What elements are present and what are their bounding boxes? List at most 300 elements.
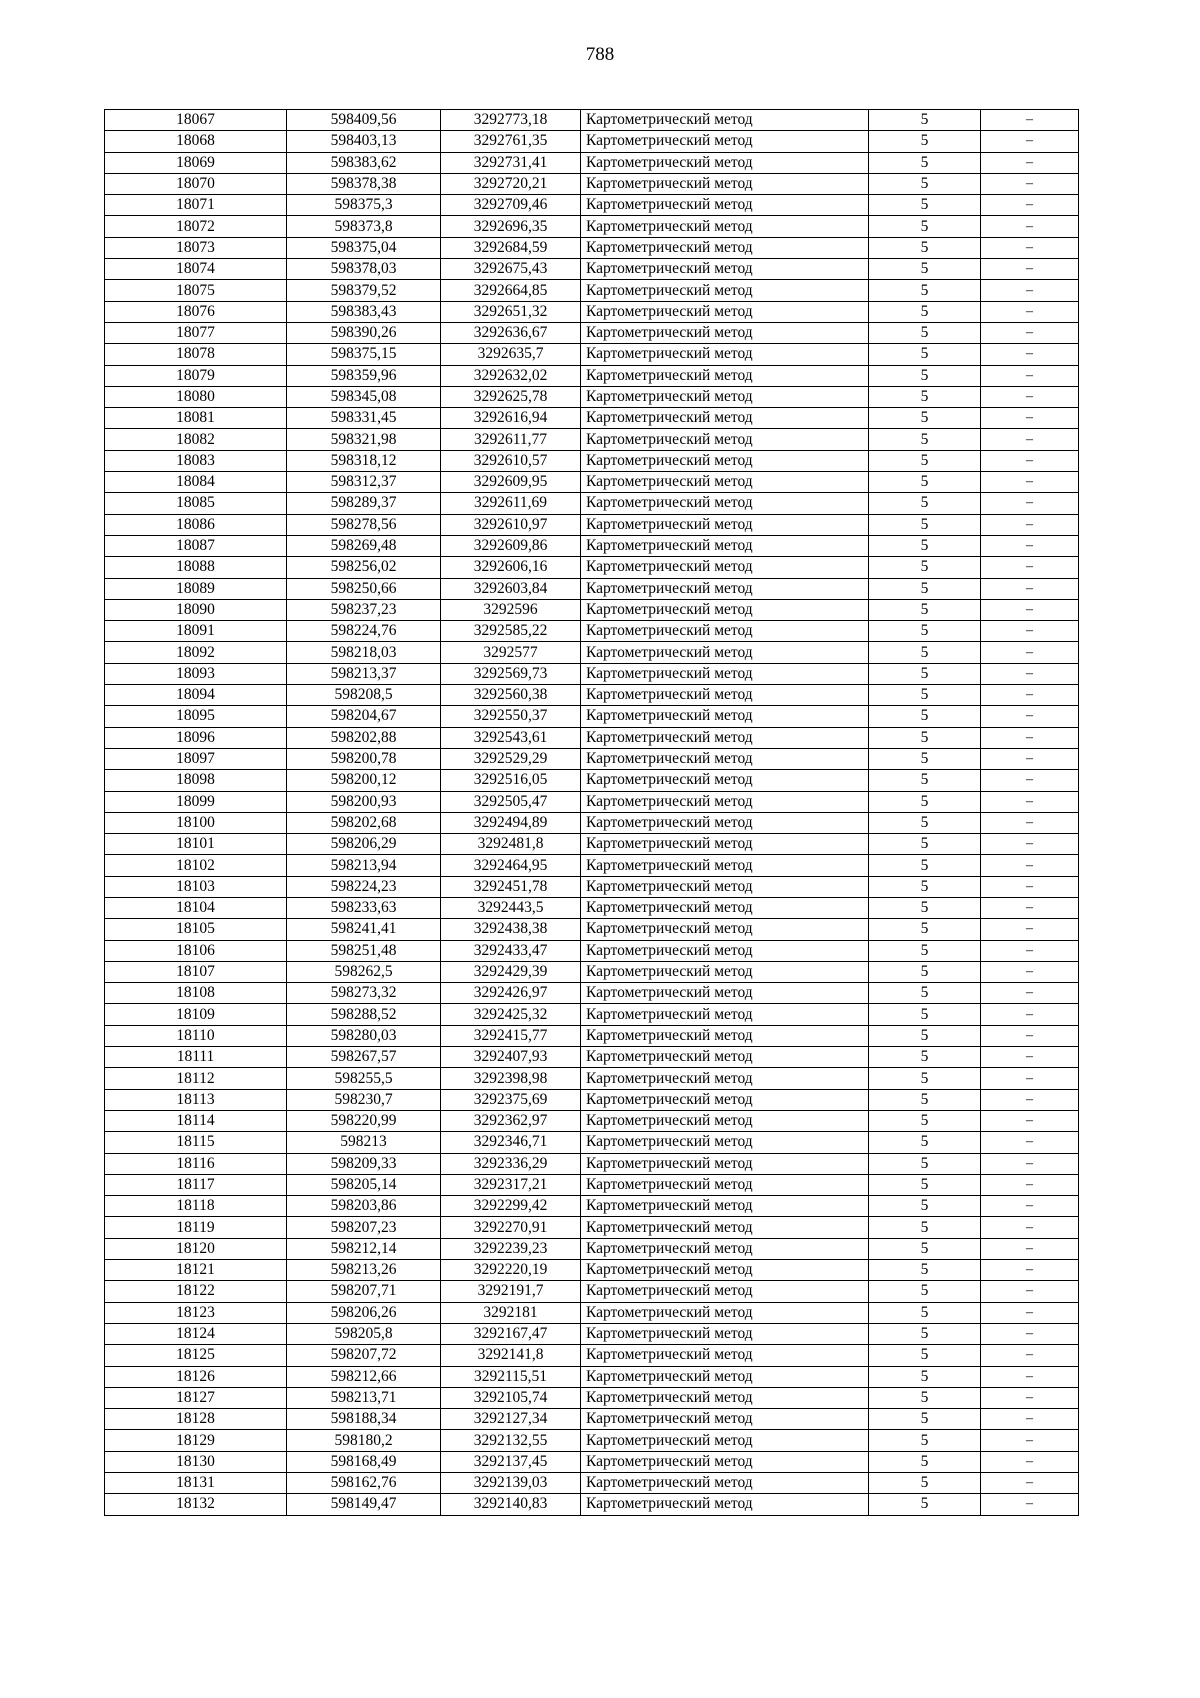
y-coordinate-cell: 3292105,74 (441, 1387, 581, 1408)
table-row (105, 280, 1079, 301)
description-cell: – (981, 940, 1079, 961)
table-row (105, 642, 1079, 663)
accuracy-cell: 5 (869, 1047, 981, 1068)
x-coordinate-cell: 598373,8 (287, 216, 441, 237)
table-row (105, 1004, 1079, 1025)
description-cell: – (981, 1430, 1079, 1451)
description-cell: – (981, 1153, 1079, 1174)
y-coordinate-cell: 3292543,61 (441, 727, 581, 748)
description-cell: – (981, 535, 1079, 556)
x-coordinate-cell: 598375,3 (287, 195, 441, 216)
y-coordinate-cell: 3292494,89 (441, 812, 581, 833)
point-number-cell: 18116 (105, 1153, 287, 1174)
x-coordinate-cell: 598403,13 (287, 131, 441, 152)
accuracy-cell: 5 (869, 1473, 981, 1494)
x-coordinate-cell: 598409,56 (287, 110, 441, 131)
method-cell: Картометрический метод (581, 1345, 869, 1366)
y-coordinate-cell: 3292415,77 (441, 1025, 581, 1046)
x-coordinate-cell: 598251,48 (287, 940, 441, 961)
accuracy-cell: 5 (869, 472, 981, 493)
method-cell: Картометрический метод (581, 812, 869, 833)
description-cell: – (981, 110, 1079, 131)
method-cell: Картометрический метод (581, 450, 869, 471)
description-cell: – (981, 642, 1079, 663)
y-coordinate-cell: 3292585,22 (441, 621, 581, 642)
x-coordinate-cell: 598207,72 (287, 1345, 441, 1366)
accuracy-cell: 5 (869, 1217, 981, 1238)
point-number-cell: 18099 (105, 791, 287, 812)
x-coordinate-cell: 598390,26 (287, 322, 441, 343)
x-coordinate-cell: 598241,41 (287, 919, 441, 940)
x-coordinate-cell: 598205,14 (287, 1174, 441, 1195)
description-cell: – (981, 578, 1079, 599)
accuracy-cell: 5 (869, 1153, 981, 1174)
table-row (105, 685, 1079, 706)
accuracy-cell: 5 (869, 621, 981, 642)
point-number-cell: 18127 (105, 1387, 287, 1408)
point-number-cell: 18090 (105, 599, 287, 620)
method-cell: Картометрический метод (581, 1004, 869, 1025)
accuracy-cell: 5 (869, 685, 981, 706)
point-number-cell: 18094 (105, 685, 287, 706)
table-row (105, 216, 1079, 237)
accuracy-cell: 5 (869, 1323, 981, 1344)
accuracy-cell: 5 (869, 812, 981, 833)
x-coordinate-cell: 598383,43 (287, 301, 441, 322)
method-cell: Картометрический метод (581, 344, 869, 365)
accuracy-cell: 5 (869, 727, 981, 748)
table-row (105, 408, 1079, 429)
x-coordinate-cell: 598206,29 (287, 834, 441, 855)
point-number-cell: 18076 (105, 301, 287, 322)
y-coordinate-cell: 3292191,7 (441, 1281, 581, 1302)
table-row (105, 1025, 1079, 1046)
y-coordinate-cell: 3292636,67 (441, 322, 581, 343)
description-cell: – (981, 152, 1079, 173)
accuracy-cell: 5 (869, 1004, 981, 1025)
point-number-cell: 18117 (105, 1174, 287, 1195)
description-cell: – (981, 344, 1079, 365)
point-number-cell: 18072 (105, 216, 287, 237)
accuracy-cell: 5 (869, 1281, 981, 1302)
point-number-cell: 18130 (105, 1451, 287, 1472)
method-cell: Картометрический метод (581, 834, 869, 855)
table-row (105, 1260, 1079, 1281)
description-cell: – (981, 1451, 1079, 1472)
point-number-cell: 18114 (105, 1110, 287, 1131)
description-cell: – (981, 131, 1079, 152)
y-coordinate-cell: 3292505,47 (441, 791, 581, 812)
table-row (105, 1110, 1079, 1131)
method-cell: Картометрический метод (581, 173, 869, 194)
method-cell: Картометрический метод (581, 748, 869, 769)
x-coordinate-cell: 598168,49 (287, 1451, 441, 1472)
y-coordinate-cell: 3292239,23 (441, 1238, 581, 1259)
x-coordinate-cell: 598278,56 (287, 514, 441, 535)
table-row (105, 259, 1079, 280)
accuracy-cell: 5 (869, 1260, 981, 1281)
y-coordinate-cell: 3292625,78 (441, 386, 581, 407)
description-cell: – (981, 493, 1079, 514)
accuracy-cell: 5 (869, 1430, 981, 1451)
table-row (105, 514, 1079, 535)
x-coordinate-cell: 598207,71 (287, 1281, 441, 1302)
description-cell: – (981, 365, 1079, 386)
x-coordinate-cell: 598200,12 (287, 770, 441, 791)
y-coordinate-cell: 3292596 (441, 599, 581, 620)
point-number-cell: 18067 (105, 110, 287, 131)
method-cell: Картометрический метод (581, 472, 869, 493)
x-coordinate-cell: 598180,2 (287, 1430, 441, 1451)
method-cell: Картометрический метод (581, 663, 869, 684)
method-cell: Картометрический метод (581, 1110, 869, 1131)
point-number-cell: 18118 (105, 1196, 287, 1217)
description-cell: – (981, 1345, 1079, 1366)
description-cell: – (981, 876, 1079, 897)
description-cell: – (981, 450, 1079, 471)
y-coordinate-cell: 3292299,42 (441, 1196, 581, 1217)
method-cell: Картометрический метод (581, 983, 869, 1004)
y-coordinate-cell: 3292451,78 (441, 876, 581, 897)
description-cell: – (981, 1110, 1079, 1131)
accuracy-cell: 5 (869, 1110, 981, 1131)
y-coordinate-cell: 3292609,86 (441, 535, 581, 556)
y-coordinate-cell: 3292481,8 (441, 834, 581, 855)
table-row (105, 1153, 1079, 1174)
y-coordinate-cell: 3292632,02 (441, 365, 581, 386)
accuracy-cell: 5 (869, 855, 981, 876)
point-number-cell: 18123 (105, 1302, 287, 1323)
table-row (105, 472, 1079, 493)
y-coordinate-cell: 3292438,38 (441, 919, 581, 940)
accuracy-cell: 5 (869, 429, 981, 450)
table-row (105, 706, 1079, 727)
method-cell: Картометрический метод (581, 1281, 869, 1302)
table-row (105, 961, 1079, 982)
y-coordinate-cell: 3292398,98 (441, 1068, 581, 1089)
x-coordinate-cell: 598269,48 (287, 535, 441, 556)
y-coordinate-cell: 3292606,16 (441, 557, 581, 578)
point-number-cell: 18121 (105, 1260, 287, 1281)
point-number-cell: 18079 (105, 365, 287, 386)
point-number-cell: 18070 (105, 173, 287, 194)
accuracy-cell: 5 (869, 344, 981, 365)
method-cell: Картометрический метод (581, 727, 869, 748)
y-coordinate-cell: 3292115,51 (441, 1366, 581, 1387)
description-cell: – (981, 791, 1079, 812)
point-number-cell: 18077 (105, 322, 287, 343)
accuracy-cell: 5 (869, 408, 981, 429)
description-cell: – (981, 961, 1079, 982)
coordinates-table-body (105, 110, 1079, 1516)
table-row (105, 876, 1079, 897)
y-coordinate-cell: 3292731,41 (441, 152, 581, 173)
point-number-cell: 18089 (105, 578, 287, 599)
y-coordinate-cell: 3292696,35 (441, 216, 581, 237)
accuracy-cell: 5 (869, 173, 981, 194)
accuracy-cell: 5 (869, 493, 981, 514)
method-cell: Картометрический метод (581, 685, 869, 706)
x-coordinate-cell: 598280,03 (287, 1025, 441, 1046)
table-row (105, 429, 1079, 450)
description-cell: – (981, 1196, 1079, 1217)
x-coordinate-cell: 598318,12 (287, 450, 441, 471)
description-cell: – (981, 237, 1079, 258)
description-cell: – (981, 195, 1079, 216)
x-coordinate-cell: 598224,23 (287, 876, 441, 897)
description-cell: – (981, 1302, 1079, 1323)
point-number-cell: 18128 (105, 1409, 287, 1430)
accuracy-cell: 5 (869, 1302, 981, 1323)
point-number-cell: 18071 (105, 195, 287, 216)
y-coordinate-cell: 3292611,77 (441, 429, 581, 450)
method-cell: Картометрический метод (581, 621, 869, 642)
point-number-cell: 18132 (105, 1494, 287, 1515)
description-cell: – (981, 727, 1079, 748)
accuracy-cell: 5 (869, 259, 981, 280)
y-coordinate-cell: 3292609,95 (441, 472, 581, 493)
description-cell: – (981, 1089, 1079, 1110)
point-number-cell: 18068 (105, 131, 287, 152)
method-cell: Картометрический метод (581, 599, 869, 620)
description-cell: – (981, 1238, 1079, 1259)
description-cell: – (981, 1217, 1079, 1238)
method-cell: Картометрический метод (581, 578, 869, 599)
table-row (105, 535, 1079, 556)
method-cell: Картометрический метод (581, 1366, 869, 1387)
point-number-cell: 18113 (105, 1089, 287, 1110)
y-coordinate-cell: 3292139,03 (441, 1473, 581, 1494)
description-cell: – (981, 472, 1079, 493)
description-cell: – (981, 983, 1079, 1004)
accuracy-cell: 5 (869, 450, 981, 471)
point-number-cell: 18103 (105, 876, 287, 897)
x-coordinate-cell: 598209,33 (287, 1153, 441, 1174)
description-cell: – (981, 1025, 1079, 1046)
method-cell: Картометрический метод (581, 791, 869, 812)
description-cell: – (981, 748, 1079, 769)
description-cell: – (981, 770, 1079, 791)
point-number-cell: 18096 (105, 727, 287, 748)
method-cell: Картометрический метод (581, 152, 869, 173)
accuracy-cell: 5 (869, 897, 981, 918)
accuracy-cell: 5 (869, 301, 981, 322)
table-row (105, 855, 1079, 876)
description-cell: – (981, 259, 1079, 280)
method-cell: Картометрический метод (581, 1323, 869, 1344)
table-row (105, 812, 1079, 833)
y-coordinate-cell: 3292336,29 (441, 1153, 581, 1174)
y-coordinate-cell: 3292603,84 (441, 578, 581, 599)
description-cell: – (981, 1068, 1079, 1089)
y-coordinate-cell: 3292675,43 (441, 259, 581, 280)
table-row (105, 386, 1079, 407)
description-cell: – (981, 1047, 1079, 1068)
y-coordinate-cell: 3292317,21 (441, 1174, 581, 1195)
point-number-cell: 18110 (105, 1025, 287, 1046)
x-coordinate-cell: 598267,57 (287, 1047, 441, 1068)
table-row (105, 1068, 1079, 1089)
point-number-cell: 18092 (105, 642, 287, 663)
description-cell: – (981, 685, 1079, 706)
method-cell: Картометрический метод (581, 280, 869, 301)
point-number-cell: 18073 (105, 237, 287, 258)
table-row (105, 1323, 1079, 1344)
table-row (105, 1302, 1079, 1323)
y-coordinate-cell: 3292610,97 (441, 514, 581, 535)
x-coordinate-cell: 598205,8 (287, 1323, 441, 1344)
description-cell: – (981, 897, 1079, 918)
y-coordinate-cell: 3292140,83 (441, 1494, 581, 1515)
method-cell: Картометрический метод (581, 408, 869, 429)
accuracy-cell: 5 (869, 195, 981, 216)
method-cell: Картометрический метод (581, 919, 869, 940)
y-coordinate-cell: 3292433,47 (441, 940, 581, 961)
point-number-cell: 18129 (105, 1430, 287, 1451)
accuracy-cell: 5 (869, 599, 981, 620)
description-cell: – (981, 1174, 1079, 1195)
accuracy-cell: 5 (869, 322, 981, 343)
point-number-cell: 18081 (105, 408, 287, 429)
description-cell: – (981, 706, 1079, 727)
table-row (105, 110, 1079, 131)
table-row (105, 599, 1079, 620)
method-cell: Картометрический метод (581, 1025, 869, 1046)
x-coordinate-cell: 598208,5 (287, 685, 441, 706)
accuracy-cell: 5 (869, 1132, 981, 1153)
table-row (105, 1238, 1079, 1259)
y-coordinate-cell: 3292220,19 (441, 1260, 581, 1281)
x-coordinate-cell: 598162,76 (287, 1473, 441, 1494)
accuracy-cell: 5 (869, 983, 981, 1004)
method-cell: Картометрический метод (581, 493, 869, 514)
y-coordinate-cell: 3292709,46 (441, 195, 581, 216)
table-row (105, 450, 1079, 471)
x-coordinate-cell: 598218,03 (287, 642, 441, 663)
description-cell: – (981, 1473, 1079, 1494)
x-coordinate-cell: 598375,15 (287, 344, 441, 365)
accuracy-cell: 5 (869, 365, 981, 386)
description-cell: – (981, 1366, 1079, 1387)
x-coordinate-cell: 598345,08 (287, 386, 441, 407)
method-cell: Картометрический метод (581, 322, 869, 343)
accuracy-cell: 5 (869, 535, 981, 556)
point-number-cell: 18084 (105, 472, 287, 493)
method-cell: Картометрический метод (581, 1089, 869, 1110)
table-row (105, 1451, 1079, 1472)
table-row (105, 1089, 1079, 1110)
y-coordinate-cell: 3292616,94 (441, 408, 581, 429)
table-row (105, 1047, 1079, 1068)
x-coordinate-cell: 598213,94 (287, 855, 441, 876)
point-number-cell: 18075 (105, 280, 287, 301)
x-coordinate-cell: 598213,37 (287, 663, 441, 684)
method-cell: Картометрический метод (581, 259, 869, 280)
point-number-cell: 18086 (105, 514, 287, 535)
table-row (105, 1174, 1079, 1195)
table-row (105, 663, 1079, 684)
x-coordinate-cell: 598331,45 (287, 408, 441, 429)
accuracy-cell: 5 (869, 386, 981, 407)
x-coordinate-cell: 598383,62 (287, 152, 441, 173)
point-number-cell: 18104 (105, 897, 287, 918)
description-cell: – (981, 1260, 1079, 1281)
table-row (105, 1494, 1079, 1515)
point-number-cell: 18122 (105, 1281, 287, 1302)
accuracy-cell: 5 (869, 961, 981, 982)
y-coordinate-cell: 3292577 (441, 642, 581, 663)
point-number-cell: 18125 (105, 1345, 287, 1366)
x-coordinate-cell: 598220,99 (287, 1110, 441, 1131)
method-cell: Картометрический метод (581, 535, 869, 556)
method-cell: Картометрический метод (581, 1068, 869, 1089)
method-cell: Картометрический метод (581, 1409, 869, 1430)
method-cell: Картометрический метод (581, 237, 869, 258)
x-coordinate-cell: 598256,02 (287, 557, 441, 578)
accuracy-cell: 5 (869, 216, 981, 237)
x-coordinate-cell: 598212,14 (287, 1238, 441, 1259)
x-coordinate-cell: 598289,37 (287, 493, 441, 514)
point-number-cell: 18126 (105, 1366, 287, 1387)
x-coordinate-cell: 598262,5 (287, 961, 441, 982)
point-number-cell: 18107 (105, 961, 287, 982)
description-cell: – (981, 621, 1079, 642)
x-coordinate-cell: 598378,38 (287, 173, 441, 194)
y-coordinate-cell: 3292132,55 (441, 1430, 581, 1451)
y-coordinate-cell: 3292137,45 (441, 1451, 581, 1472)
point-number-cell: 18119 (105, 1217, 287, 1238)
method-cell: Картометрический метод (581, 1047, 869, 1068)
method-cell: Картометрический метод (581, 1451, 869, 1472)
point-number-cell: 18124 (105, 1323, 287, 1344)
accuracy-cell: 5 (869, 152, 981, 173)
point-number-cell: 18074 (105, 259, 287, 280)
x-coordinate-cell: 598273,32 (287, 983, 441, 1004)
accuracy-cell: 5 (869, 940, 981, 961)
table-row (105, 237, 1079, 258)
description-cell: – (981, 1494, 1079, 1515)
accuracy-cell: 5 (869, 748, 981, 769)
description-cell: – (981, 173, 1079, 194)
method-cell: Картометрический метод (581, 1260, 869, 1281)
table-row (105, 557, 1079, 578)
accuracy-cell: 5 (869, 1366, 981, 1387)
accuracy-cell: 5 (869, 642, 981, 663)
y-coordinate-cell: 3292270,91 (441, 1217, 581, 1238)
point-number-cell: 18078 (105, 344, 287, 365)
description-cell: – (981, 812, 1079, 833)
method-cell: Картометрический метод (581, 1217, 869, 1238)
method-cell: Картометрический метод (581, 897, 869, 918)
point-number-cell: 18101 (105, 834, 287, 855)
description-cell: – (981, 663, 1079, 684)
accuracy-cell: 5 (869, 706, 981, 727)
x-coordinate-cell: 598207,23 (287, 1217, 441, 1238)
point-number-cell: 18100 (105, 812, 287, 833)
table-row (105, 897, 1079, 918)
x-coordinate-cell: 598378,03 (287, 259, 441, 280)
table-row (105, 621, 1079, 642)
method-cell: Картометрический метод (581, 514, 869, 535)
x-coordinate-cell: 598379,52 (287, 280, 441, 301)
accuracy-cell: 5 (869, 1068, 981, 1089)
table-row (105, 1366, 1079, 1387)
description-cell: – (981, 1004, 1079, 1025)
page-number: 788 (585, 44, 615, 65)
accuracy-cell: 5 (869, 1025, 981, 1046)
x-coordinate-cell: 598206,26 (287, 1302, 441, 1323)
description-cell: – (981, 1281, 1079, 1302)
